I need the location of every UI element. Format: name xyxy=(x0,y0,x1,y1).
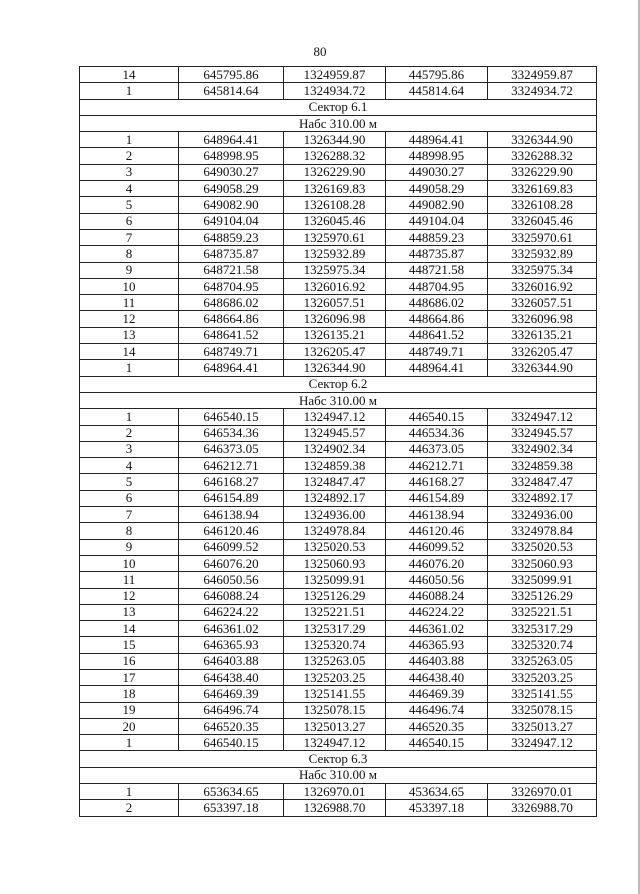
y-coord-cell: 1326205.47 xyxy=(284,344,386,360)
table-row xyxy=(80,246,597,262)
y-coord-cell: 1326288.32 xyxy=(284,148,386,164)
page-number: 80 xyxy=(313,44,327,59)
point-number-cell: 8 xyxy=(80,523,179,539)
point-number-cell: 1 xyxy=(80,132,179,148)
y-coord-cell: 1325320.74 xyxy=(284,637,386,653)
x-local-cell: 446520.35 xyxy=(386,718,488,734)
x-coord-cell: 646438.40 xyxy=(179,669,284,685)
table-row xyxy=(80,67,597,83)
table-row xyxy=(80,784,597,800)
y-local-cell: 3324847.47 xyxy=(488,474,597,490)
x-local-cell: 446120.46 xyxy=(386,523,488,539)
coordinates-table-body xyxy=(80,67,597,817)
point-number-cell: 2 xyxy=(80,800,179,816)
point-number-cell: 2 xyxy=(80,425,179,441)
point-number-cell: 7 xyxy=(80,229,179,245)
x-coord-cell: 648664.86 xyxy=(179,311,284,327)
y-local-cell: 3324947.12 xyxy=(488,409,597,425)
x-local-cell: 446365.93 xyxy=(386,637,488,653)
y-local-cell: 3326096.98 xyxy=(488,311,597,327)
x-coord-cell: 648859.23 xyxy=(179,229,284,245)
x-local-cell: 448964.41 xyxy=(386,360,488,376)
x-coord-cell: 649030.27 xyxy=(179,164,284,180)
y-local-cell: 3326344.90 xyxy=(488,132,597,148)
y-local-cell: 3325970.61 xyxy=(488,229,597,245)
point-number-cell: 14 xyxy=(80,621,179,637)
x-coord-cell: 648735.87 xyxy=(179,246,284,262)
table-row xyxy=(80,83,597,99)
table-row xyxy=(80,409,597,425)
y-coord-cell: 1325975.34 xyxy=(284,262,386,278)
x-local-cell: 445795.86 xyxy=(386,67,488,83)
table-row xyxy=(80,229,597,245)
point-number-cell: 3 xyxy=(80,441,179,457)
y-coord-cell: 1325013.27 xyxy=(284,718,386,734)
x-local-cell: 446361.02 xyxy=(386,621,488,637)
table-row xyxy=(80,181,597,197)
y-coord-cell: 1325221.51 xyxy=(284,604,386,620)
y-local-cell: 3324959.87 xyxy=(488,67,597,83)
x-coord-cell: 649082.90 xyxy=(179,197,284,213)
point-number-cell: 9 xyxy=(80,539,179,555)
x-local-cell: 446138.94 xyxy=(386,507,488,523)
point-number-cell: 13 xyxy=(80,604,179,620)
y-coord-cell: 1326344.90 xyxy=(284,360,386,376)
table-row xyxy=(80,686,597,702)
y-coord-cell: 1325317.29 xyxy=(284,621,386,637)
sector-height: Набс 310.00 м xyxy=(80,115,597,131)
table-row xyxy=(80,572,597,588)
x-coord-cell: 648721.58 xyxy=(179,262,284,278)
table-row xyxy=(80,148,597,164)
sector-height-row xyxy=(80,392,597,408)
x-coord-cell: 653397.18 xyxy=(179,800,284,816)
table-row xyxy=(80,132,597,148)
y-coord-cell: 1326096.98 xyxy=(284,311,386,327)
point-number-cell: 1 xyxy=(80,784,179,800)
sector-title-row xyxy=(80,376,597,392)
x-coord-cell: 646361.02 xyxy=(179,621,284,637)
y-local-cell: 3325060.93 xyxy=(488,555,597,571)
x-coord-cell: 646403.88 xyxy=(179,653,284,669)
x-coord-cell: 648964.41 xyxy=(179,132,284,148)
x-coord-cell: 646365.93 xyxy=(179,637,284,653)
sector-title: Сектор 6.2 xyxy=(80,376,597,392)
x-coord-cell: 646138.94 xyxy=(179,507,284,523)
x-local-cell: 446224.22 xyxy=(386,604,488,620)
table-row xyxy=(80,555,597,571)
y-coord-cell: 1326344.90 xyxy=(284,132,386,148)
y-coord-cell: 1324934.72 xyxy=(284,83,386,99)
y-local-cell: 3325099.91 xyxy=(488,572,597,588)
x-local-cell: 446099.52 xyxy=(386,539,488,555)
sector-height: Набс 310.00 м xyxy=(80,767,597,783)
point-number-cell: 18 xyxy=(80,686,179,702)
x-coord-cell: 646168.27 xyxy=(179,474,284,490)
table-row xyxy=(80,425,597,441)
x-local-cell: 448964.41 xyxy=(386,132,488,148)
sector-title: Сектор 6.3 xyxy=(80,751,597,767)
table-row xyxy=(80,637,597,653)
x-local-cell: 448664.86 xyxy=(386,311,488,327)
y-local-cell: 3326016.92 xyxy=(488,278,597,294)
y-coord-cell: 1324902.34 xyxy=(284,441,386,457)
x-coord-cell: 646212.71 xyxy=(179,458,284,474)
x-coord-cell: 646520.35 xyxy=(179,718,284,734)
point-number-cell: 17 xyxy=(80,669,179,685)
x-local-cell: 448859.23 xyxy=(386,229,488,245)
x-coord-cell: 648686.02 xyxy=(179,295,284,311)
table-row xyxy=(80,523,597,539)
table-row xyxy=(80,669,597,685)
table-row xyxy=(80,621,597,637)
table-row xyxy=(80,441,597,457)
table-row xyxy=(80,604,597,620)
x-coord-cell: 648964.41 xyxy=(179,360,284,376)
x-coord-cell: 646154.89 xyxy=(179,490,284,506)
table-row xyxy=(80,311,597,327)
table-row xyxy=(80,539,597,555)
point-number-cell: 2 xyxy=(80,148,179,164)
point-number-cell: 13 xyxy=(80,327,179,343)
x-local-cell: 449082.90 xyxy=(386,197,488,213)
y-coord-cell: 1325099.91 xyxy=(284,572,386,588)
y-local-cell: 3324859.38 xyxy=(488,458,597,474)
x-local-cell: 446540.15 xyxy=(386,735,488,751)
sector-height-row xyxy=(80,115,597,131)
point-number-cell: 20 xyxy=(80,718,179,734)
point-number-cell: 15 xyxy=(80,637,179,653)
x-local-cell: 448686.02 xyxy=(386,295,488,311)
point-number-cell: 9 xyxy=(80,262,179,278)
table-row xyxy=(80,490,597,506)
point-number-cell: 14 xyxy=(80,67,179,83)
y-local-cell: 3326970.01 xyxy=(488,784,597,800)
table-row xyxy=(80,327,597,343)
x-coord-cell: 653634.65 xyxy=(179,784,284,800)
x-local-cell: 449104.04 xyxy=(386,213,488,229)
y-coord-cell: 1324959.87 xyxy=(284,67,386,83)
y-local-cell: 3324892.17 xyxy=(488,490,597,506)
x-local-cell: 446154.89 xyxy=(386,490,488,506)
y-coord-cell: 1326016.92 xyxy=(284,278,386,294)
y-coord-cell: 1324936.00 xyxy=(284,507,386,523)
y-coord-cell: 1326169.83 xyxy=(284,181,386,197)
x-local-cell: 448749.71 xyxy=(386,344,488,360)
y-coord-cell: 1326057.51 xyxy=(284,295,386,311)
table-row xyxy=(80,653,597,669)
y-coord-cell: 1325020.53 xyxy=(284,539,386,555)
x-local-cell: 448735.87 xyxy=(386,246,488,262)
x-coord-cell: 646373.05 xyxy=(179,441,284,457)
x-local-cell: 453397.18 xyxy=(386,800,488,816)
y-coord-cell: 1324947.12 xyxy=(284,735,386,751)
table-row xyxy=(80,735,597,751)
point-number-cell: 11 xyxy=(80,572,179,588)
point-number-cell: 5 xyxy=(80,474,179,490)
point-number-cell: 1 xyxy=(80,735,179,751)
y-coord-cell: 1324847.47 xyxy=(284,474,386,490)
y-local-cell: 3326344.90 xyxy=(488,360,597,376)
point-number-cell: 6 xyxy=(80,490,179,506)
point-number-cell: 1 xyxy=(80,360,179,376)
y-coord-cell: 1326045.46 xyxy=(284,213,386,229)
y-local-cell: 3324902.34 xyxy=(488,441,597,457)
table-row xyxy=(80,344,597,360)
y-local-cell: 3325126.29 xyxy=(488,588,597,604)
point-number-cell: 8 xyxy=(80,246,179,262)
y-coord-cell: 1324947.12 xyxy=(284,409,386,425)
x-local-cell: 448721.58 xyxy=(386,262,488,278)
y-local-cell: 3326108.28 xyxy=(488,197,597,213)
y-coord-cell: 1325970.61 xyxy=(284,229,386,245)
point-number-cell: 7 xyxy=(80,507,179,523)
x-coord-cell: 646088.24 xyxy=(179,588,284,604)
y-local-cell: 3326988.70 xyxy=(488,800,597,816)
y-coord-cell: 1325263.05 xyxy=(284,653,386,669)
y-local-cell: 3326057.51 xyxy=(488,295,597,311)
y-coord-cell: 1326108.28 xyxy=(284,197,386,213)
y-local-cell: 3325932.89 xyxy=(488,246,597,262)
point-number-cell: 14 xyxy=(80,344,179,360)
y-coord-cell: 1325126.29 xyxy=(284,588,386,604)
y-coord-cell: 1325060.93 xyxy=(284,555,386,571)
y-local-cell: 3326205.47 xyxy=(488,344,597,360)
x-coord-cell: 646120.46 xyxy=(179,523,284,539)
table-row xyxy=(80,164,597,180)
x-local-cell: 446088.24 xyxy=(386,588,488,604)
x-local-cell: 446438.40 xyxy=(386,669,488,685)
y-coord-cell: 1325932.89 xyxy=(284,246,386,262)
y-coord-cell: 1324945.57 xyxy=(284,425,386,441)
y-local-cell: 3325975.34 xyxy=(488,262,597,278)
y-local-cell: 3325221.51 xyxy=(488,604,597,620)
table-row xyxy=(80,474,597,490)
y-local-cell: 3325263.05 xyxy=(488,653,597,669)
point-number-cell: 1 xyxy=(80,409,179,425)
x-local-cell: 446076.20 xyxy=(386,555,488,571)
table-row xyxy=(80,588,597,604)
sector-title: Сектор 6.1 xyxy=(80,99,597,115)
y-coord-cell: 1324892.17 xyxy=(284,490,386,506)
y-coord-cell: 1326970.01 xyxy=(284,784,386,800)
x-coord-cell: 646540.15 xyxy=(179,409,284,425)
y-coord-cell: 1325203.25 xyxy=(284,669,386,685)
y-local-cell: 3325013.27 xyxy=(488,718,597,734)
table-row xyxy=(80,800,597,816)
table-row xyxy=(80,360,597,376)
sector-title-row xyxy=(80,751,597,767)
x-coord-cell: 645795.86 xyxy=(179,67,284,83)
x-local-cell: 446540.15 xyxy=(386,409,488,425)
sector-height-row xyxy=(80,767,597,783)
point-number-cell: 4 xyxy=(80,458,179,474)
table-row xyxy=(80,278,597,294)
table-row xyxy=(80,718,597,734)
x-local-cell: 453634.65 xyxy=(386,784,488,800)
y-local-cell: 3326135.21 xyxy=(488,327,597,343)
x-coord-cell: 646540.15 xyxy=(179,735,284,751)
table-row xyxy=(80,295,597,311)
table-row xyxy=(80,458,597,474)
x-coord-cell: 648641.52 xyxy=(179,327,284,343)
y-coord-cell: 1324859.38 xyxy=(284,458,386,474)
point-number-cell: 19 xyxy=(80,702,179,718)
y-local-cell: 3326169.83 xyxy=(488,181,597,197)
y-local-cell: 3326288.32 xyxy=(488,148,597,164)
x-local-cell: 448641.52 xyxy=(386,327,488,343)
y-coord-cell: 1325141.55 xyxy=(284,686,386,702)
x-local-cell: 446403.88 xyxy=(386,653,488,669)
y-local-cell: 3325020.53 xyxy=(488,539,597,555)
x-coord-cell: 649058.29 xyxy=(179,181,284,197)
point-number-cell: 10 xyxy=(80,278,179,294)
point-number-cell: 11 xyxy=(80,295,179,311)
x-local-cell: 449058.29 xyxy=(386,181,488,197)
x-local-cell: 446534.36 xyxy=(386,425,488,441)
y-local-cell: 3325203.25 xyxy=(488,669,597,685)
x-local-cell: 448704.95 xyxy=(386,278,488,294)
x-local-cell: 446496.74 xyxy=(386,702,488,718)
sector-height: Набс 310.00 м xyxy=(80,392,597,408)
y-coord-cell: 1325078.15 xyxy=(284,702,386,718)
y-local-cell: 3324978.84 xyxy=(488,523,597,539)
y-local-cell: 3324945.57 xyxy=(488,425,597,441)
table-row xyxy=(80,262,597,278)
point-number-cell: 12 xyxy=(80,588,179,604)
x-local-cell: 446469.39 xyxy=(386,686,488,702)
x-coord-cell: 646469.39 xyxy=(179,686,284,702)
y-coord-cell: 1324978.84 xyxy=(284,523,386,539)
x-local-cell: 445814.64 xyxy=(386,83,488,99)
x-coord-cell: 646496.74 xyxy=(179,702,284,718)
x-coord-cell: 646224.22 xyxy=(179,604,284,620)
point-number-cell: 12 xyxy=(80,311,179,327)
point-number-cell: 10 xyxy=(80,555,179,571)
y-local-cell: 3326229.90 xyxy=(488,164,597,180)
y-local-cell: 3325320.74 xyxy=(488,637,597,653)
x-coord-cell: 646534.36 xyxy=(179,425,284,441)
y-local-cell: 3324936.00 xyxy=(488,507,597,523)
x-coord-cell: 645814.64 xyxy=(179,83,284,99)
x-coord-cell: 648749.71 xyxy=(179,344,284,360)
y-local-cell: 3324934.72 xyxy=(488,83,597,99)
y-local-cell: 3325078.15 xyxy=(488,702,597,718)
sector-title-row xyxy=(80,99,597,115)
y-local-cell: 3325317.29 xyxy=(488,621,597,637)
x-local-cell: 446168.27 xyxy=(386,474,488,490)
x-local-cell: 449030.27 xyxy=(386,164,488,180)
point-number-cell: 4 xyxy=(80,181,179,197)
point-number-cell: 6 xyxy=(80,213,179,229)
point-number-cell: 1 xyxy=(80,83,179,99)
point-number-cell: 3 xyxy=(80,164,179,180)
x-coord-cell: 648704.95 xyxy=(179,278,284,294)
point-number-cell: 5 xyxy=(80,197,179,213)
x-local-cell: 446050.56 xyxy=(386,572,488,588)
coordinates-table xyxy=(79,66,597,817)
table-row xyxy=(80,213,597,229)
y-coord-cell: 1326988.70 xyxy=(284,800,386,816)
x-coord-cell: 648998.95 xyxy=(179,148,284,164)
x-coord-cell: 646050.56 xyxy=(179,572,284,588)
table-row xyxy=(80,507,597,523)
x-coord-cell: 646099.52 xyxy=(179,539,284,555)
y-local-cell: 3324947.12 xyxy=(488,735,597,751)
y-local-cell: 3326045.46 xyxy=(488,213,597,229)
point-number-cell: 16 xyxy=(80,653,179,669)
y-coord-cell: 1326135.21 xyxy=(284,327,386,343)
x-coord-cell: 649104.04 xyxy=(179,213,284,229)
x-local-cell: 448998.95 xyxy=(386,148,488,164)
y-coord-cell: 1326229.90 xyxy=(284,164,386,180)
x-local-cell: 446212.71 xyxy=(386,458,488,474)
x-local-cell: 446373.05 xyxy=(386,441,488,457)
table-row xyxy=(80,702,597,718)
table-row xyxy=(80,197,597,213)
x-coord-cell: 646076.20 xyxy=(179,555,284,571)
y-local-cell: 3325141.55 xyxy=(488,686,597,702)
